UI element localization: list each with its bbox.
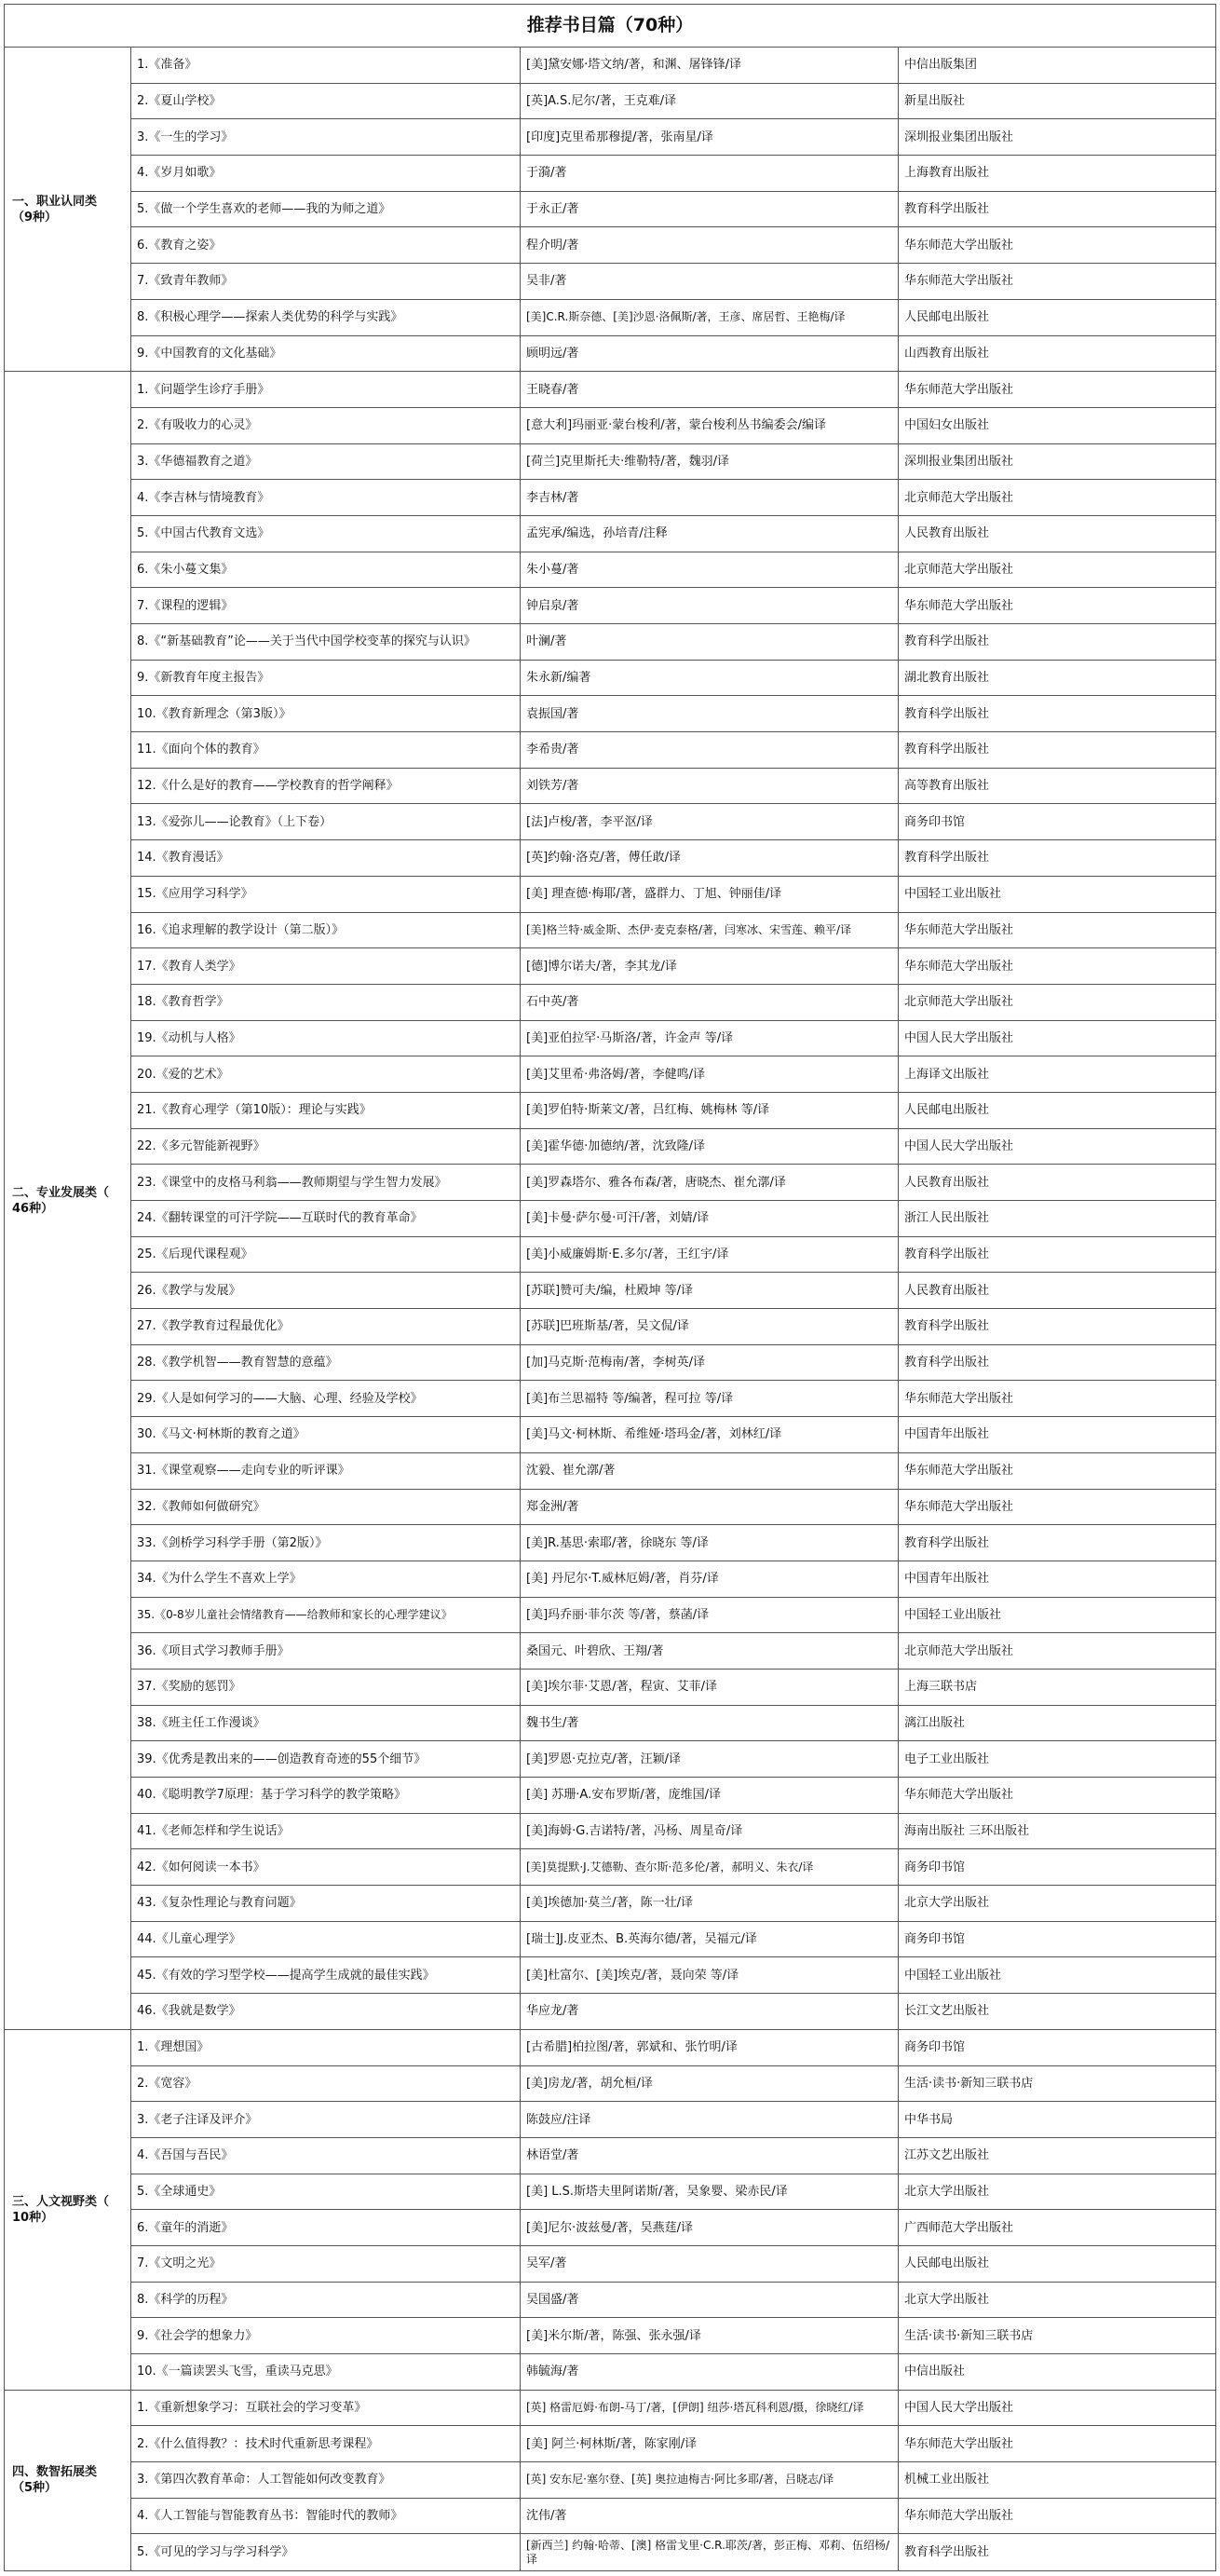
category-name: 二、专业发展类（ <box>12 1185 110 1200</box>
publisher-cell: 中信出版社 <box>899 2354 1216 2391</box>
author-cell: [美] 苏珊·A.安布罗斯/著，庞维国/译 <box>521 1778 899 1814</box>
table-row <box>5 624 1216 661</box>
book-title-cell: 3.《第四次教育革命：人工智能如何改变教育》 <box>131 2462 521 2499</box>
book-title-cell: 5.《中国古代教育文选》 <box>131 515 521 552</box>
book-title-cell: 3.《一生的学习》 <box>131 119 521 156</box>
author-cell: 顾明远/著 <box>521 335 899 372</box>
author-cell: 韩毓海/著 <box>521 2354 899 2391</box>
publisher-cell: 人民邮电出版社 <box>899 2245 1216 2282</box>
publisher-cell: 中国人民大学出版社 <box>899 1128 1216 1165</box>
author-cell: [古希腊]柏拉图/著，郭斌和、张竹明/译 <box>521 2029 899 2065</box>
publisher-cell: 北京师范大学出版社 <box>899 552 1216 588</box>
book-title-cell: 10.《教育新理念（第3版）》 <box>131 696 521 732</box>
book-title-cell: 24.《翻转课堂的可汗学院——互联时代的教育革命》 <box>131 1201 521 1237</box>
publisher-cell: 中国青年出版社 <box>899 1417 1216 1453</box>
author-cell: [意大利]玛丽亚·蒙台梭利/著，蒙台梭利丛书编委会/编译 <box>521 407 899 443</box>
book-title-cell: 4.《李吉林与情境教育》 <box>131 480 521 516</box>
author-cell: [美]霍华德·加德纳/著，沈致隆/译 <box>521 1128 899 1165</box>
table-row <box>5 732 1216 769</box>
publisher-cell: 北京大学出版社 <box>899 2174 1216 2210</box>
author-cell: [苏联]巴班斯基/著，吴文侃/译 <box>521 1309 899 1345</box>
publisher-cell: 生活·读书·新知三联书店 <box>899 2318 1216 2354</box>
book-title-cell: 2.《有吸收力的心灵》 <box>131 407 521 443</box>
author-cell: [法]卢梭/著，李平沤/译 <box>521 804 899 840</box>
publisher-cell: 教育科学出版社 <box>899 732 1216 769</box>
book-title-cell: 7.《课程的逻辑》 <box>131 588 521 624</box>
book-title-cell: 8.《“新基础教育”论——关于当代中国学校变革的探究与认识》 <box>131 624 521 661</box>
table-row <box>5 948 1216 985</box>
publisher-cell: 机械工业出版社 <box>899 2462 1216 2499</box>
publisher-cell: 中国人民大学出版社 <box>899 2390 1216 2426</box>
table-row <box>5 1128 1216 1165</box>
category-name: 四、数智拓展类 <box>12 2465 98 2480</box>
book-title-cell: 19.《动机与人格》 <box>131 1020 521 1056</box>
book-title-cell: 4.《吾国与吾民》 <box>131 2137 521 2174</box>
publisher-cell: 教育科学出版社 <box>899 191 1216 227</box>
booklist-table <box>4 4 1216 2571</box>
author-cell: [美]罗伯特·斯莱文/著，吕红梅、姚梅林 等/译 <box>521 1092 899 1128</box>
table-row <box>5 1778 1216 1814</box>
author-cell: [苏联]赞可夫/编，杜殿坤 等/译 <box>521 1273 899 1309</box>
table-row <box>5 407 1216 443</box>
book-title-cell: 45.《有效的学习型学校——提高学生成就的最佳实践》 <box>131 1957 521 1994</box>
book-title-cell: 46.《我就是数学》 <box>131 1994 521 2030</box>
author-cell: [美] 丹尼尔·T.威林厄姆/著，肖芬/译 <box>521 1561 899 1597</box>
table-row <box>5 1092 1216 1128</box>
table-row <box>5 1309 1216 1345</box>
book-title-cell: 1.《理想国》 <box>131 2029 521 2065</box>
publisher-cell: 华东师范大学出版社 <box>899 264 1216 300</box>
table-row <box>5 1597 1216 1633</box>
author-cell: 魏书生/著 <box>521 1705 899 1741</box>
category-cell <box>5 2390 131 2570</box>
author-cell: [美]海姆·G.吉诺特/著，冯杨、周星奇/译 <box>521 1813 899 1849</box>
category-name: 三、人文视野类（ <box>12 2194 110 2209</box>
publisher-cell: 华东师范大学出版社 <box>899 2498 1216 2534</box>
author-cell: [美] 阿兰·柯林斯/著，陈家刚/译 <box>521 2426 899 2462</box>
author-cell: [瑞士]J.皮亚杰、B.英海尔德/著，吴福元/译 <box>521 1921 899 1957</box>
publisher-cell: 教育科学出版社 <box>899 624 1216 661</box>
category-name: 一、职业认同类 <box>12 194 98 209</box>
table-row <box>5 2462 1216 2499</box>
category-cell <box>5 2029 131 2390</box>
author-cell: 石中英/著 <box>521 984 899 1020</box>
author-cell: 郑金洲/著 <box>521 1489 899 1525</box>
table-row <box>5 2282 1216 2318</box>
author-cell: 吴军/著 <box>521 2245 899 2282</box>
author-cell: 沈伟/著 <box>521 2498 899 2534</box>
publisher-cell: 新星出版社 <box>899 83 1216 119</box>
table-row <box>5 2426 1216 2462</box>
publisher-cell: 中国轻工业出版社 <box>899 1957 1216 1994</box>
book-title-cell: 28.《教学机智——教育智慧的意蕴》 <box>131 1344 521 1381</box>
publisher-cell: 商务印书馆 <box>899 2029 1216 2065</box>
table-row <box>5 1886 1216 1922</box>
author-cell: 朱永新/编著 <box>521 660 899 696</box>
publisher-cell: 华东师范大学出版社 <box>899 1489 1216 1525</box>
book-title-cell: 33.《剑桥学习科学手册（第2版）》 <box>131 1525 521 1561</box>
author-cell: 于漪/著 <box>521 156 899 192</box>
book-title-cell: 12.《什么是好的教育——学校教育的哲学阐释》 <box>131 768 521 804</box>
book-title-cell: 2.《什么值得教？：技术时代重新思考课程》 <box>131 2426 521 2462</box>
publisher-cell: 人民邮电出版社 <box>899 1092 1216 1128</box>
table-row <box>5 335 1216 372</box>
publisher-cell: 电子工业出版社 <box>899 1741 1216 1778</box>
publisher-cell: 上海译文出版社 <box>899 1056 1216 1093</box>
book-title-cell: 18.《教育哲学》 <box>131 984 521 1020</box>
table-row <box>5 1525 1216 1561</box>
table-row <box>5 1452 1216 1489</box>
book-title-cell: 1.《问题学生诊疗手册》 <box>131 372 521 408</box>
author-cell: 李吉林/著 <box>521 480 899 516</box>
table-row <box>5 840 1216 877</box>
book-title-cell: 39.《优秀是教出来的——创造教育奇迹的55个细节》 <box>131 1741 521 1778</box>
table-row <box>5 443 1216 480</box>
publisher-cell: 海南出版社 三环出版社 <box>899 1813 1216 1849</box>
table-row <box>5 696 1216 732</box>
publisher-cell: 北京大学出版社 <box>899 1886 1216 1922</box>
table-row <box>5 552 1216 588</box>
publisher-cell: 华东师范大学出版社 <box>899 372 1216 408</box>
table-row <box>5 1417 1216 1453</box>
table-row <box>5 2318 1216 2354</box>
table-row <box>5 1273 1216 1309</box>
author-cell: [美]小威廉姆斯·E.多尔/著，王红宇/译 <box>521 1236 899 1273</box>
author-cell: [美] L.S.斯塔夫里阿诺斯/著，吴象婴、梁赤民/译 <box>521 2174 899 2210</box>
publisher-cell: 中国轻工业出版社 <box>899 876 1216 912</box>
publisher-cell: 教育科学出版社 <box>899 1309 1216 1345</box>
author-cell: [美]格兰特·威金斯、杰伊·麦克泰格/著，闫寒冰、宋雪莲、赖平/译 <box>521 912 899 948</box>
publisher-cell: 上海三联书店 <box>899 1669 1216 1705</box>
author-cell: [荷兰]克里斯托夫·维勒特/著，魏羽/译 <box>521 443 899 480</box>
table-row <box>5 1201 1216 1237</box>
author-cell: 华应龙/著 <box>521 1994 899 2030</box>
author-cell: [英]A.S.尼尔/著，王克难/译 <box>521 83 899 119</box>
author-cell: [德]博尔诺夫/著，李其龙/译 <box>521 948 899 985</box>
booklist-body <box>5 48 1216 2571</box>
publisher-cell: 教育科学出版社 <box>899 1525 1216 1561</box>
table-row <box>5 1561 1216 1597</box>
author-cell: 李希贵/著 <box>521 732 899 769</box>
book-title-cell: 2.《夏山学校》 <box>131 83 521 119</box>
book-title-cell: 5.《全球通史》 <box>131 2174 521 2210</box>
table-row <box>5 1633 1216 1670</box>
table-row <box>5 768 1216 804</box>
author-cell: [美]亚伯拉罕·马斯洛/著，许金声 等/译 <box>521 1020 899 1056</box>
author-cell: [美]米尔斯/著，陈强、张永强/译 <box>521 2318 899 2354</box>
author-cell: [美]玛乔丽·菲尔茨 等/著，蔡菡/译 <box>521 1597 899 1633</box>
book-title-cell: 9.《新教育年度主报告》 <box>131 660 521 696</box>
book-title-cell: 10.《一篇读罢头飞雪，重读马克思》 <box>131 2354 521 2391</box>
author-cell: [美] 理查德·梅耶/著，盛群力、丁旭、钟丽佳/译 <box>521 876 899 912</box>
table-row <box>5 1813 1216 1849</box>
table-row <box>5 876 1216 912</box>
author-cell: 钟启泉/著 <box>521 588 899 624</box>
publisher-cell: 商务印书馆 <box>899 1921 1216 1957</box>
book-title-cell: 7.《致青年教师》 <box>131 264 521 300</box>
book-title-cell: 7.《文明之光》 <box>131 2245 521 2282</box>
book-title-cell: 36.《项目式学习教师手册》 <box>131 1633 521 1670</box>
book-title-cell: 3.《老子注译及评介》 <box>131 2102 521 2138</box>
publisher-cell: 教育科学出版社 <box>899 1236 1216 1273</box>
author-cell: [美]埃德加·莫兰/著，陈一壮/译 <box>521 1886 899 1922</box>
publisher-cell: 人民教育出版社 <box>899 1273 1216 1309</box>
table-row <box>5 912 1216 948</box>
author-cell: [美]艾里希·弗洛姆/著，李健鸣/译 <box>521 1056 899 1093</box>
publisher-cell: 中国青年出版社 <box>899 1561 1216 1597</box>
author-cell: [美]布兰思福特 等/编著，程可拉 等/译 <box>521 1381 899 1417</box>
book-title-cell: 26.《教学与发展》 <box>131 1273 521 1309</box>
publisher-cell: 教育科学出版社 <box>899 2534 1216 2571</box>
publisher-cell: 教育科学出版社 <box>899 696 1216 732</box>
table-row <box>5 227 1216 264</box>
author-cell: [美]埃尔菲·艾恩/著，程寅、艾菲/译 <box>521 1669 899 1705</box>
table-row <box>5 1236 1216 1273</box>
table-row <box>5 804 1216 840</box>
author-cell: 袁振国/著 <box>521 696 899 732</box>
table-row <box>5 2210 1216 2246</box>
book-title-cell: 35.《0-8岁儿童社会情绪教育——给教师和家长的心理学建议》 <box>131 1597 521 1633</box>
table-row <box>5 1669 1216 1705</box>
author-cell: [印度]克里希那穆提/著，张南星/译 <box>521 119 899 156</box>
book-title-cell: 23.《课堂中的皮格马利翁——教师期望与学生智力发展》 <box>131 1165 521 1201</box>
author-cell: 刘铁芳/著 <box>521 768 899 804</box>
book-title-cell: 17.《教育人类学》 <box>131 948 521 985</box>
table-row <box>5 1381 1216 1417</box>
publisher-cell: 人民教育出版社 <box>899 515 1216 552</box>
category-count: （5种） <box>12 2481 58 2496</box>
book-title-cell: 1.《重新想象学习：互联社会的学习变革》 <box>131 2390 521 2426</box>
publisher-cell: 华东师范大学出版社 <box>899 1381 1216 1417</box>
table-row <box>5 1921 1216 1957</box>
book-title-cell: 38.《班主任工作漫谈》 <box>131 1705 521 1741</box>
publisher-cell: 中华书局 <box>899 2102 1216 2138</box>
author-cell: [美]马文·柯林斯、希维娅·塔玛金/著，刘林红/译 <box>521 1417 899 1453</box>
author-cell: [加]马克斯·范梅南/著，李树英/译 <box>521 1344 899 1381</box>
author-cell: [美]R.基思·索耶/著，徐晓东 等/译 <box>521 1525 899 1561</box>
table-row <box>5 2174 1216 2210</box>
table-row <box>5 2029 1216 2065</box>
book-title-cell: 30.《马文·柯林斯的教育之道》 <box>131 1417 521 1453</box>
publisher-cell: 华东师范大学出版社 <box>899 912 1216 948</box>
table-row <box>5 515 1216 552</box>
table-row <box>5 156 1216 192</box>
author-cell: [美]罗森塔尔、雅各布森/著，唐晓杰、崔允漷/译 <box>521 1165 899 1201</box>
book-title-cell: 9.《中国教育的文化基础》 <box>131 335 521 372</box>
author-cell: 程介明/著 <box>521 227 899 264</box>
book-title-cell: 6.《教育之姿》 <box>131 227 521 264</box>
book-title-cell: 13.《爱弥儿——论教育》（上下卷） <box>131 804 521 840</box>
publisher-cell: 华东师范大学出版社 <box>899 1452 1216 1489</box>
author-cell: [美]罗恩·克拉克/著，汪颖/译 <box>521 1741 899 1778</box>
publisher-cell: 教育科学出版社 <box>899 840 1216 877</box>
table-row <box>5 372 1216 408</box>
table-row <box>5 83 1216 119</box>
author-cell: [美]卡曼·萨尔曼·可汗/著，刘婧/译 <box>521 1201 899 1237</box>
table-row <box>5 48 1216 84</box>
publisher-cell: 漓江出版社 <box>899 1705 1216 1741</box>
book-title-cell: 32.《教师如何做研究》 <box>131 1489 521 1525</box>
author-cell: [美]房龙/著，胡允桓/译 <box>521 2065 899 2102</box>
book-title-cell: 40.《聪明教学7原理：基于学习科学的教学策略》 <box>131 1778 521 1814</box>
book-title-cell: 11.《面向个体的教育》 <box>131 732 521 769</box>
author-cell: [美]黛安娜·塔文纳/著，和渊、屠锋锋/译 <box>521 48 899 84</box>
publisher-cell: 江苏文艺出版社 <box>899 2137 1216 2174</box>
book-title-cell: 21.《教育心理学（第10版）：理论与实践》 <box>131 1092 521 1128</box>
publisher-cell: 北京大学出版社 <box>899 2282 1216 2318</box>
table-row <box>5 2498 1216 2534</box>
author-cell: 吴非/著 <box>521 264 899 300</box>
publisher-cell: 人民邮电出版社 <box>899 299 1216 335</box>
book-title-cell: 2.《宽容》 <box>131 2065 521 2102</box>
publisher-cell: 生活·读书·新知三联书店 <box>899 2065 1216 2102</box>
table-row <box>5 2245 1216 2282</box>
category-count: （9种） <box>12 210 58 225</box>
table-row <box>5 660 1216 696</box>
author-cell: 沈毅、崔允漷/著 <box>521 1452 899 1489</box>
author-cell: [美]莫提默·J.艾德勒、查尔斯·范多伦/著，郝明义、朱衣/译 <box>521 1849 899 1886</box>
author-cell: [美]杜富尔、[美]埃克/著，聂向荣 等/译 <box>521 1957 899 1994</box>
publisher-cell: 中信出版集团 <box>899 48 1216 84</box>
table-row <box>5 1344 1216 1381</box>
publisher-cell: 浙江人民出版社 <box>899 1201 1216 1237</box>
table-row <box>5 191 1216 227</box>
publisher-cell: 中国轻工业出版社 <box>899 1597 1216 1633</box>
book-title-cell: 5.《做一个学生喜欢的老师——我的为师之道》 <box>131 191 521 227</box>
publisher-cell: 深圳报业集团出版社 <box>899 119 1216 156</box>
publisher-cell: 华东师范大学出版社 <box>899 1778 1216 1814</box>
table-row <box>5 299 1216 335</box>
category-count: 46种） <box>12 1201 54 1216</box>
author-cell: 桑国元、叶碧欣、王翔/著 <box>521 1633 899 1670</box>
table-row <box>5 984 1216 1020</box>
table-row <box>5 2137 1216 2174</box>
category-count: 10种） <box>12 2210 54 2225</box>
table-row <box>5 2390 1216 2426</box>
table-row <box>5 2065 1216 2102</box>
table-row <box>5 119 1216 156</box>
publisher-cell: 华东师范大学出版社 <box>899 948 1216 985</box>
book-title-cell: 29.《人是如何学习的——大脑、心理、经验及学校》 <box>131 1381 521 1417</box>
book-title-cell: 5.《可见的学习与学习科学》 <box>131 2534 521 2571</box>
author-cell: 王晓春/著 <box>521 372 899 408</box>
author-cell: [英]约翰·洛克/著，傅任敢/译 <box>521 840 899 877</box>
author-cell: [新西兰] 约翰·哈蒂、[澳] 格雷戈里·C.R.耶茨/著，彭正梅、邓莉、伍绍杨/译 <box>521 2534 899 2571</box>
book-title-cell: 43.《复杂性理论与教育问题》 <box>131 1886 521 1922</box>
publisher-cell: 长江文艺出版社 <box>899 1994 1216 2030</box>
table-row <box>5 588 1216 624</box>
author-cell: [英] 格雷厄姆·布朗-马丁/著，[伊朗] 纽莎·塔瓦科利恩/摄，徐晓红/译 <box>521 2390 899 2426</box>
publisher-cell: 北京师范大学出版社 <box>899 480 1216 516</box>
author-cell: 林语堂/著 <box>521 2137 899 2174</box>
book-title-cell: 3.《华德福教育之道》 <box>131 443 521 480</box>
book-title-cell: 1.《准备》 <box>131 48 521 84</box>
publisher-cell: 人民教育出版社 <box>899 1165 1216 1201</box>
publisher-cell: 商务印书馆 <box>899 1849 1216 1886</box>
author-cell: [英] 安东尼·塞尔登、[英] 奥拉迪梅吉·阿比多耶/著，吕晓志/译 <box>521 2462 899 2499</box>
book-title-cell: 25.《后现代课程观》 <box>131 1236 521 1273</box>
table-row <box>5 1056 1216 1093</box>
category-cell <box>5 48 131 372</box>
book-title-cell: 4.《人工智能与智能教育丛书：智能时代的教师》 <box>131 2498 521 2534</box>
table-row <box>5 1020 1216 1056</box>
book-title-cell: 27.《教学教育过程最优化》 <box>131 1309 521 1345</box>
book-title-cell: 31.《课堂观察——走向专业的听评课》 <box>131 1452 521 1489</box>
page-title: 推荐书目篇（70种） <box>5 5 1216 48</box>
book-title-cell: 37.《奖励的惩罚》 <box>131 1669 521 1705</box>
book-title-cell: 41.《老师怎样和学生说话》 <box>131 1813 521 1849</box>
table-row <box>5 1957 1216 1994</box>
publisher-cell: 湖北教育出版社 <box>899 660 1216 696</box>
publisher-cell: 华东师范大学出版社 <box>899 588 1216 624</box>
author-cell: [美]尼尔·波兹曼/著，吴燕莛/译 <box>521 2210 899 2246</box>
book-title-cell: 44.《儿童心理学》 <box>131 1921 521 1957</box>
table-row <box>5 1489 1216 1525</box>
publisher-cell: 广西师范大学出版社 <box>899 2210 1216 2246</box>
publisher-cell: 北京师范大学出版社 <box>899 1633 1216 1670</box>
author-cell: 吴国盛/著 <box>521 2282 899 2318</box>
author-cell: 叶澜/著 <box>521 624 899 661</box>
table-row <box>5 1165 1216 1201</box>
author-cell: 孟宪承/编选，孙培青/注释 <box>521 515 899 552</box>
publisher-cell: 商务印书馆 <box>899 804 1216 840</box>
table-row <box>5 1849 1216 1886</box>
table-row <box>5 1994 1216 2030</box>
book-title-cell: 15.《应用学习科学》 <box>131 876 521 912</box>
publisher-cell: 中国人民大学出版社 <box>899 1020 1216 1056</box>
author-cell: 于永正/著 <box>521 191 899 227</box>
book-title-cell: 14.《教育漫话》 <box>131 840 521 877</box>
table-row <box>5 1741 1216 1778</box>
author-cell: 陈鼓应/注译 <box>521 2102 899 2138</box>
table-row <box>5 480 1216 516</box>
publisher-cell: 北京师范大学出版社 <box>899 984 1216 1020</box>
table-row <box>5 1705 1216 1741</box>
book-title-cell: 9.《社会学的想象力》 <box>131 2318 521 2354</box>
table-row <box>5 2102 1216 2138</box>
book-title-cell: 42.《如何阅读一本书》 <box>131 1849 521 1886</box>
publisher-cell: 教育科学出版社 <box>899 1344 1216 1381</box>
author-cell: [美]C.R.斯奈德、[美]沙恩·洛佩斯/著，王彦、席居哲、王艳梅/译 <box>521 299 899 335</box>
book-title-cell: 6.《朱小蔓文集》 <box>131 552 521 588</box>
book-title-cell: 8.《积极心理学——探索人类优势的科学与实践》 <box>131 299 521 335</box>
book-title-cell: 16.《追求理解的教学设计（第二版）》 <box>131 912 521 948</box>
publisher-cell: 华东师范大学出版社 <box>899 227 1216 264</box>
category-cell <box>5 372 131 2030</box>
publisher-cell: 中国妇女出版社 <box>899 407 1216 443</box>
publisher-cell: 深圳报业集团出版社 <box>899 443 1216 480</box>
publisher-cell: 华东师范大学出版社 <box>899 2426 1216 2462</box>
book-title-cell: 8.《科学的历程》 <box>131 2282 521 2318</box>
table-row <box>5 2534 1216 2571</box>
table-row <box>5 264 1216 300</box>
publisher-cell: 高等教育出版社 <box>899 768 1216 804</box>
book-title-cell: 4.《岁月如歌》 <box>131 156 521 192</box>
book-title-cell: 6.《童年的消逝》 <box>131 2210 521 2246</box>
author-cell: 朱小蔓/著 <box>521 552 899 588</box>
publisher-cell: 上海教育出版社 <box>899 156 1216 192</box>
publisher-cell: 山西教育出版社 <box>899 335 1216 372</box>
table-row <box>5 2354 1216 2391</box>
book-title-cell: 34.《为什么学生不喜欢上学》 <box>131 1561 521 1597</box>
book-title-cell: 22.《多元智能新视野》 <box>131 1128 521 1165</box>
book-title-cell: 20.《爱的艺术》 <box>131 1056 521 1093</box>
